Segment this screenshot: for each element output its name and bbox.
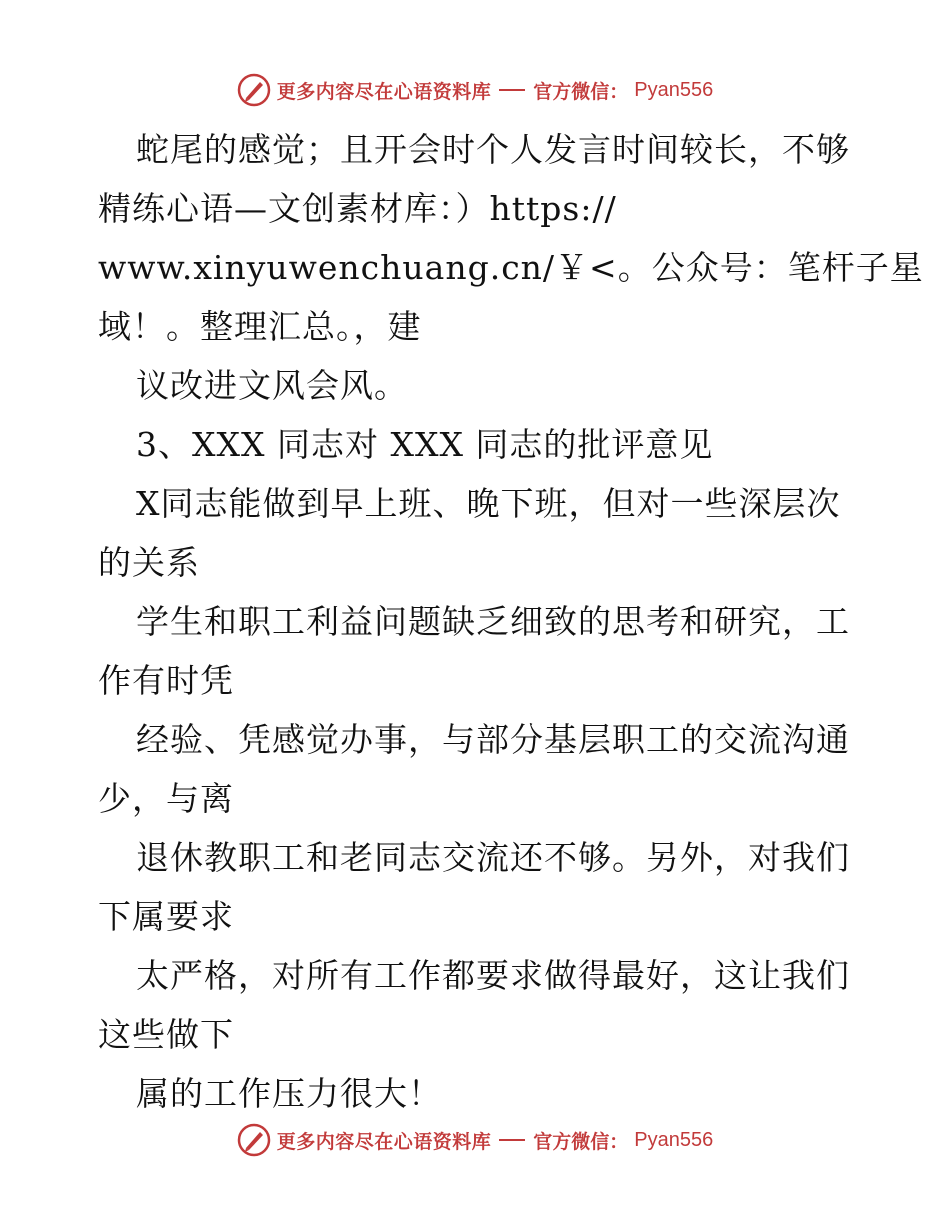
body-line: 经验、凭感觉办事，与部分基层职工的交流沟通 <box>136 720 850 759</box>
body-line: 这些做下 <box>98 1015 234 1054</box>
body-line: 少，与离 <box>98 779 234 818</box>
banner-wechat-id: Pyan556 <box>634 78 714 101</box>
body-line: X同志能做到早上班、晚下班，但对一些深层次 <box>136 484 841 523</box>
banner-dash <box>499 1139 525 1141</box>
pen-logo-icon <box>237 1123 271 1157</box>
body-line: 作有时凭 <box>98 661 234 700</box>
footer-banner <box>0 1120 950 1160</box>
body-line: 蛇尾的感觉；且开会时个人发言时间较长，不够 <box>136 130 850 169</box>
body-line: 精练心语—文创素材库：）https:// <box>98 189 617 228</box>
banner-text: 更多内容尽在心语资料库 <box>276 1130 492 1153</box>
pen-logo-icon <box>237 73 271 107</box>
body-line: 学生和职工利益问题缺乏细致的思考和研究，工 <box>136 602 850 641</box>
banner-suffix: 官方微信： <box>533 1130 629 1153</box>
body-line: 下属要求 <box>98 897 234 936</box>
body-line: 退休教职工和老同志交流还不够。另外，对我们 <box>136 838 850 877</box>
header-banner <box>0 70 950 110</box>
banner-text: 更多内容尽在心语资料库 <box>276 80 492 103</box>
body-line: www.xinyuwenchuang.cn/￥<。公众号：笔杆子星 <box>98 248 924 287</box>
body-line: 域！。整理汇总。，建 <box>98 307 422 346</box>
body-line: 的关系 <box>98 543 200 582</box>
body-line: 属的工作压力很大！ <box>136 1074 442 1113</box>
body-line: 太严格，对所有工作都要求做得最好，这让我们 <box>136 956 850 995</box>
document-body <box>98 120 924 1123</box>
body-line: 议改进文风会风。 <box>136 366 408 405</box>
section-heading: 3、XXX 同志对 XXX 同志的批评意见 <box>136 425 714 464</box>
banner-dash <box>499 89 525 91</box>
banner-wechat-id: Pyan556 <box>634 1128 714 1151</box>
banner-suffix: 官方微信： <box>533 80 629 103</box>
